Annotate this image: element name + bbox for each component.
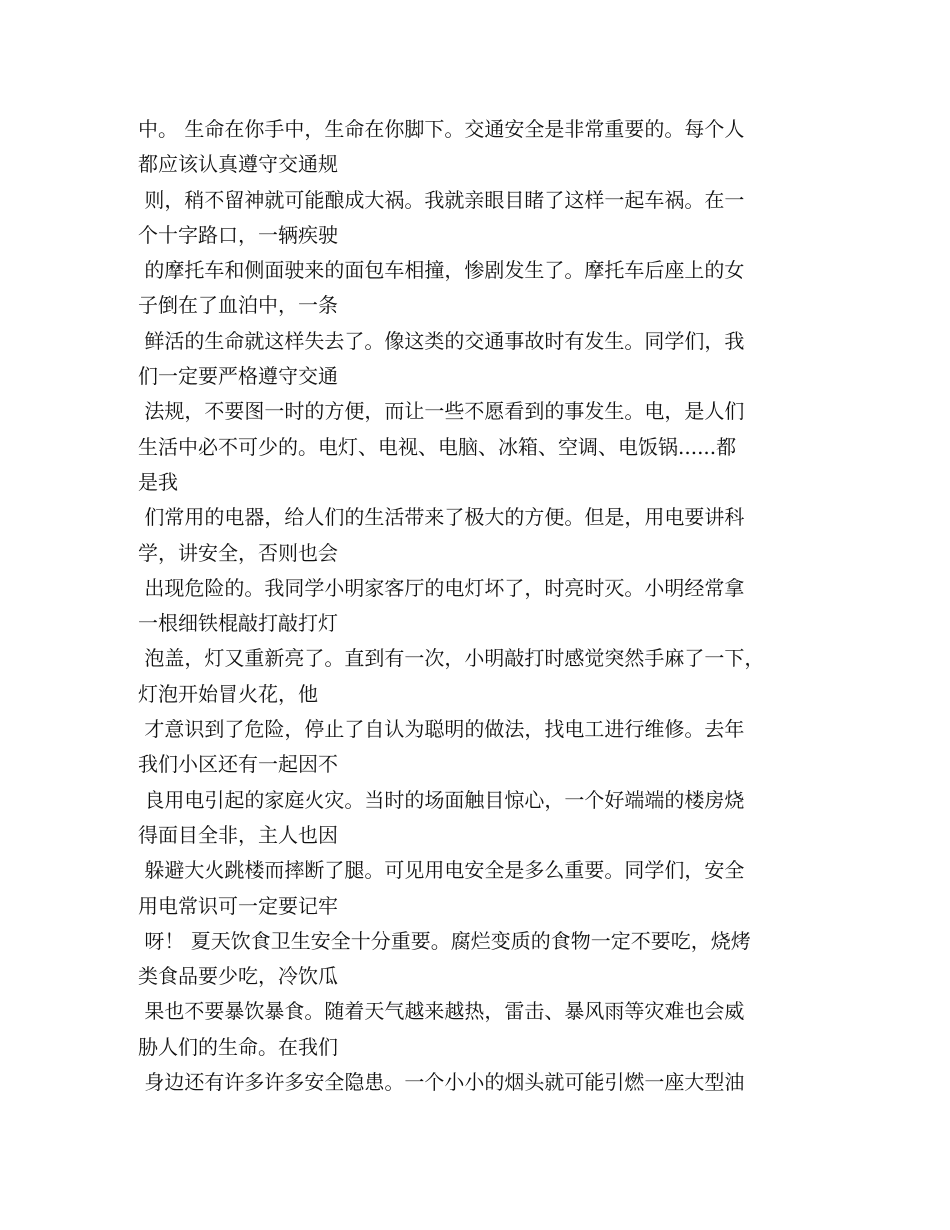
text-line: 才意识到了危险，停止了自认为聪明的做法，找电工进行维修。去年	[138, 717, 745, 742]
text-line: 用电常识可一定要记牢	[138, 893, 338, 918]
text-line: 出现危险的。我同学小明家客厅的电灯坏了，时亮时灭。小明经常拿	[138, 575, 745, 600]
text-line: 类食品要少吃，冷饮瓜	[138, 964, 338, 989]
text-line: 是我	[138, 469, 178, 494]
text-line: 学，讲安全，否则也会	[138, 540, 338, 565]
text-line: 中。 生命在你手中，生命在你脚下。交通安全是非常重要的。每个人	[138, 117, 745, 141]
text-line: 们常用的电器，给人们的生活带来了极大的方便。但是，用电要讲科	[138, 505, 745, 530]
text-line: 们一定要严格遵守交通	[138, 364, 338, 389]
text-line: 生活中必不可少的。电灯、电视、电脑、冰箱、空调、电饭锅......都	[138, 434, 737, 459]
text-line: 身边还有许多许多安全隐患。一个小小的烟头就可能引燃一座大型油	[138, 1070, 745, 1095]
text-line: 灯泡开始冒火花，他	[138, 681, 318, 706]
text-line: 果也不要暴饮暴食。随着天气越来越热，雷击、暴风雨等灾难也会威	[138, 999, 745, 1024]
text-line: 一根细铁棍敲打敲打灯	[138, 611, 338, 636]
text-line: 得面目全非，主人也因	[138, 822, 338, 847]
text-line: 鲜活的生命就这样失去了。像这类的交通事故时有发生。同学们，我	[138, 328, 745, 353]
text-line: 个十字路口，一辆疾驶	[138, 222, 338, 247]
text-line: 的摩托车和侧面驶来的面包车相撞，惨剧发生了。摩托车后座上的女	[138, 258, 745, 283]
text-line: 我们小区还有一起因不	[138, 752, 338, 777]
text-line: 胁人们的生命。在我们	[138, 1034, 338, 1059]
text-line: 则，稍不留神就可能酿成大祸。我就亲眼目睹了这样一起车祸。在一	[138, 187, 745, 212]
text-line: 都应该认真遵守交通规	[138, 152, 338, 177]
text-line: 呀！ 夏天饮食卫生安全十分重要。腐烂变质的食物一定不要吃，烧烤	[138, 928, 751, 953]
text-line: 躲避大火跳楼而摔断了腿。可见用电安全是多么重要。同学们，安全	[138, 858, 745, 883]
text-line: 法规，不要图一时的方便，而让一些不愿看到的事发生。电，是人们	[138, 399, 745, 424]
text-line: 子倒在了血泊中，一条	[138, 293, 338, 318]
document-body	[138, 112, 838, 1100]
text-line: 良用电引起的家庭火灾。当时的场面触目惊心，一个好端端的楼房烧	[138, 787, 745, 812]
text-line: 泡盖，灯又重新亮了。直到有一次，小明敲打时感觉突然手麻了一下，	[138, 646, 765, 671]
